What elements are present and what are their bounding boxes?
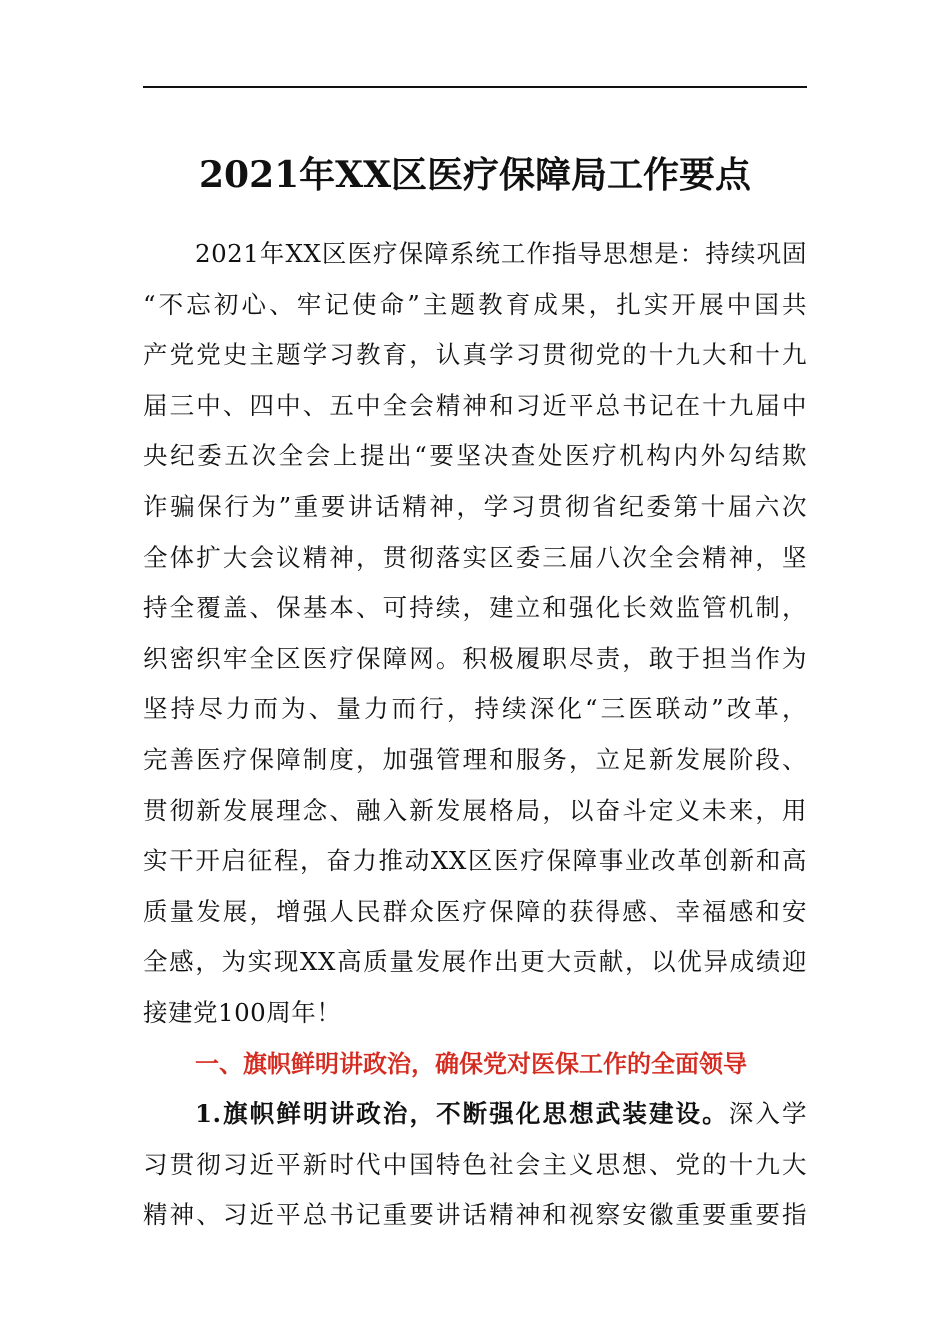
item-line: 习贯彻习近平新时代中国特色社会主义思想、党的十九大 [143,1149,807,1179]
item-first-line [143,1089,807,1140]
intro-line: 实干开启征程，奋力推动XX区医疗保障事业改革创新和高 [143,846,807,876]
item-line: 精神、习近平总书记重要讲话精神和视察安徽重要重要指 [143,1200,807,1230]
intro-line: 诈骗保行为”重要讲话精神，学习贯彻省纪委第十届六次 [143,491,807,521]
intro-line: 央纪委五次全会上提出“要坚决查处医疗机构内外勾结欺 [143,441,807,471]
document-body [143,229,807,1241]
intro-line: 届三中、四中、五中全会精神和习近平总书记在十九届中 [143,390,807,420]
intro-line: 全感，为实现XX高质量发展作出更大贡献，以优异成绩迎 [143,947,807,977]
intro-line: 产党党史主题学习教育，认真学习贯彻党的十九大和十九 [143,340,807,370]
intro-line: 质量发展，增强人民群众医疗保障的获得感、幸福感和安 [143,896,807,926]
item-bold-lead: 1.旗帜鲜明讲政治，不断强化思想武装建设。 [195,1099,729,1129]
intro-line: 坚持尽力而为、量力而行，持续深化“三医联动”改革， [143,694,807,724]
section-heading: 一、旗帜鲜明讲政治，确保党对医保工作的全面领导 [195,1049,747,1078]
intro-line: 2021年XX区医疗保障系统工作指导思想是：持续巩固 [195,239,807,268]
item-text: 深入学 [728,1099,808,1129]
header-rule [143,86,807,88]
intro-line: 完善医疗保障制度，加强管理和服务，立足新发展阶段、 [143,744,807,774]
intro-line: “不忘初心、牢记使命”主题教育成果，扎实开展中国共 [143,289,807,319]
document-title: 2021年XX区医疗保障局工作要点 [198,154,752,196]
intro-line: 全体扩大会议精神，贯彻落实区委三届八次全会精神，坚 [143,542,807,572]
intro-line: 接建党100周年！ [143,997,342,1027]
intro-line: 持全覆盖、保基本、可持续，建立和强化长效监管机制， [143,593,807,623]
intro-line: 贯彻新发展理念、融入新发展格局，以奋斗定义未来，用 [143,795,807,825]
intro-line: 织密织牢全区医疗保障网。积极履职尽责，敢于担当作为 [143,643,807,673]
